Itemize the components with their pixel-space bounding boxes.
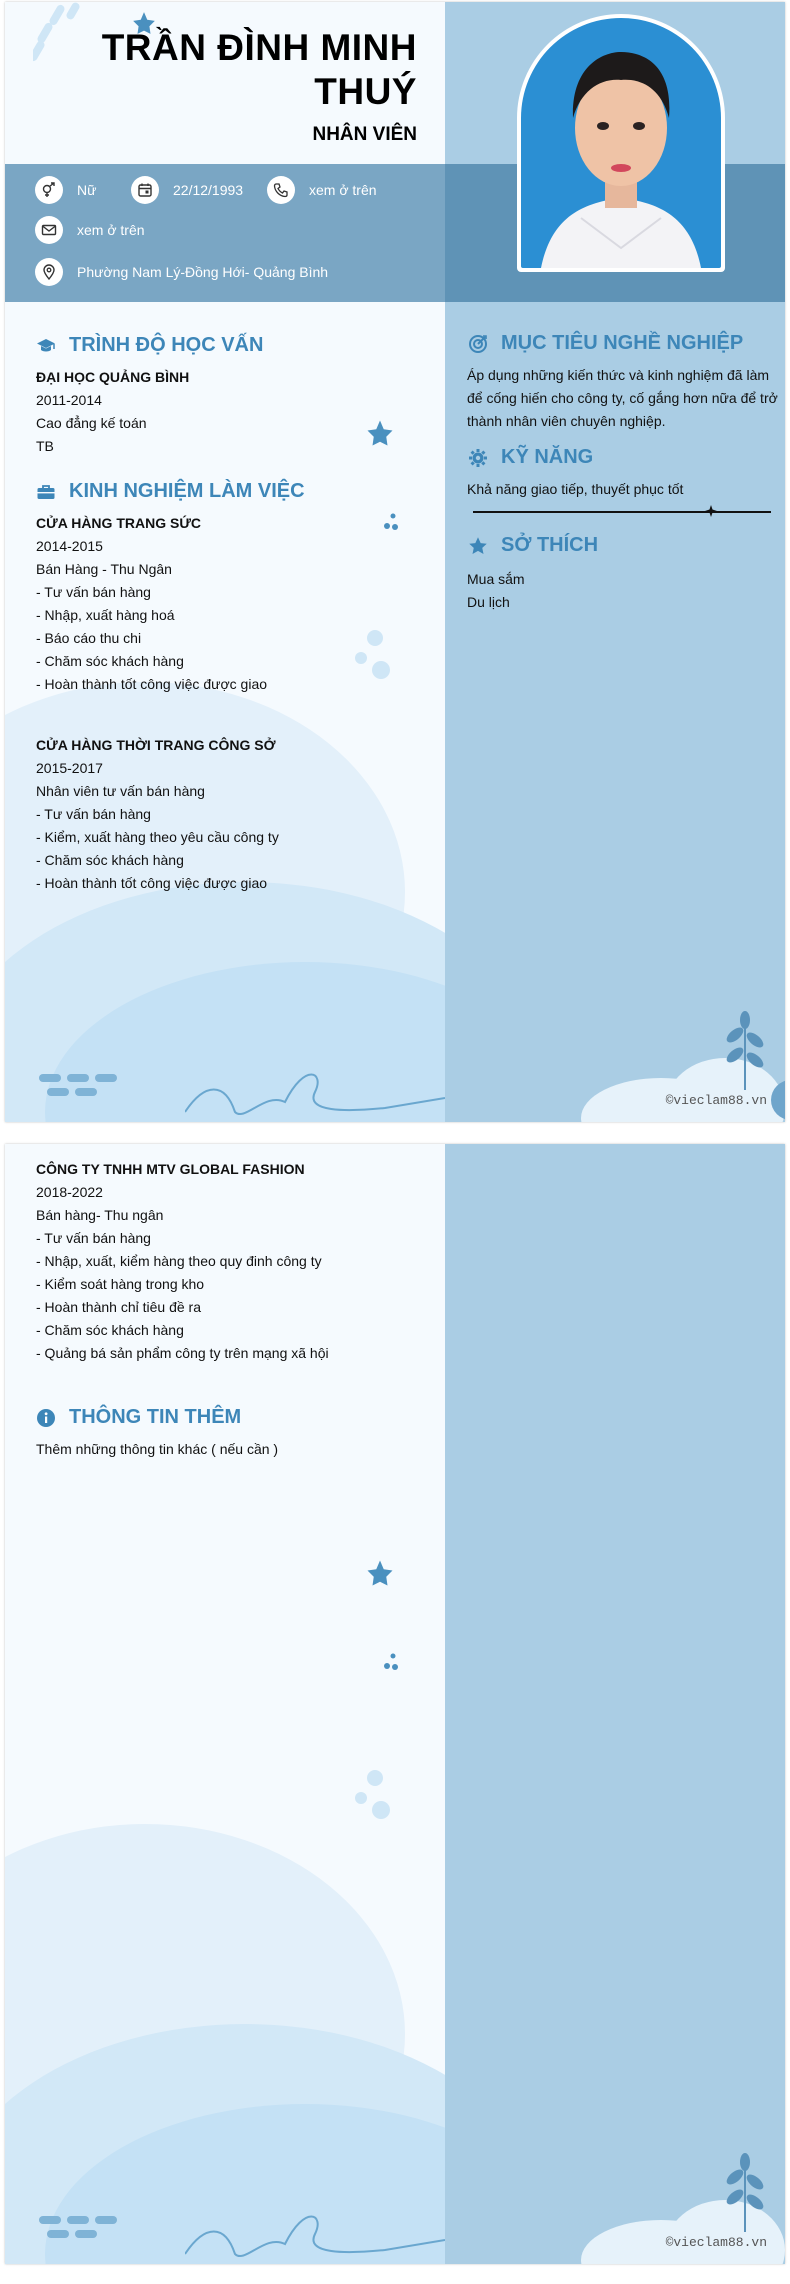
job-duty: - Hoàn thành chỉ tiêu đề ra	[36, 1299, 201, 1315]
candidate-name	[77, 26, 417, 114]
skills-title: KỸ NĂNG	[501, 446, 594, 468]
leaf-icon	[715, 2152, 775, 2232]
skills-heading	[467, 446, 593, 469]
target-icon	[467, 333, 489, 355]
job-duty: - Báo cáo thu chi	[36, 630, 142, 646]
decor-squiggle	[185, 1042, 445, 1122]
star-icon	[467, 535, 489, 557]
cv-page-1	[5, 2, 785, 1122]
education-major: Cao đẳng kế toán	[36, 415, 147, 431]
job-duty: - Hoàn thành tốt công việc được giao	[36, 676, 268, 692]
decor-dashes	[39, 2214, 139, 2244]
hobbies-list	[467, 568, 525, 614]
decor-star	[365, 1558, 395, 1588]
phone-icon	[267, 176, 295, 204]
experience-title: KINH NGHIỆM LÀM VIỆC	[69, 480, 305, 502]
job-period: 2018-2022	[36, 1184, 103, 1200]
gender-icon	[35, 176, 63, 204]
job-period: 2014-2015	[36, 538, 103, 554]
job-duty: - Tư vấn bán hàng	[36, 584, 151, 600]
job-duty: - Nhập, xuất, kiểm hàng theo quy đinh công ty	[36, 1253, 322, 1269]
job-company: CỬA HÀNG TRANG SỨC	[36, 515, 202, 531]
education-title: TRÌNH ĐỘ HỌC VẤN	[69, 334, 264, 356]
watermark: ©vieclam88.vn	[665, 2235, 767, 2250]
education-period: 2011-2014	[36, 392, 102, 408]
additional-info-title: THÔNG TIN THÊM	[69, 1406, 242, 1428]
school-name: ĐẠI HỌC QUẢNG BÌNH	[36, 369, 190, 385]
job-3	[36, 1158, 329, 1365]
right-column	[445, 1144, 785, 2264]
objective-text	[467, 364, 778, 433]
job-duty: - Chăm sóc khách hàng	[36, 653, 184, 669]
watermark: ©vieclam88.vn	[665, 1093, 767, 1108]
education-block	[36, 366, 189, 458]
decor-dashes	[39, 1072, 139, 1102]
objective-heading	[467, 332, 743, 355]
job-duty: - Tư vấn bán hàng	[36, 806, 151, 822]
job-duty: - Chăm sóc khách hàng	[36, 852, 184, 868]
email-value: xem ở trên	[77, 222, 145, 238]
address-value: Phường Nam Lý-Đồng Hới- Quảng Bình	[77, 264, 329, 280]
decor-star	[365, 418, 395, 448]
address-item	[35, 258, 328, 286]
skill-level-marker	[705, 505, 717, 517]
job-duty: - Tư vấn bán hàng	[36, 1230, 151, 1246]
calendar-icon	[131, 176, 159, 204]
dob-item	[131, 176, 243, 204]
objective-title: MỤC TIÊU NGHỀ NGHIỆP	[501, 332, 744, 354]
briefcase-icon	[35, 481, 57, 503]
hobby-item: Mua sắm	[467, 571, 525, 587]
job-company: CỬA HÀNG THỜI TRANG CÔNG SỞ	[36, 737, 276, 753]
email-icon	[35, 216, 63, 244]
hobby-item: Du lịch	[467, 594, 510, 610]
avatar	[517, 14, 725, 272]
education-grade: TB	[36, 438, 54, 454]
job-title: NHÂN VIÊN	[312, 124, 417, 145]
job-duty: - Nhập, xuất hàng hoá	[36, 607, 175, 623]
job-position: Nhân viên tư vấn bán hàng	[36, 783, 205, 799]
additional-info-heading	[35, 1406, 241, 1429]
job-duty: - Chăm sóc khách hàng	[36, 1322, 184, 1338]
skill-label: Khả năng giao tiếp, thuyết phục tốt	[467, 481, 684, 497]
skill-bar	[473, 511, 771, 513]
education-heading	[35, 334, 263, 357]
objective-line: thành nhân viên chuyên nghiệp.	[467, 413, 666, 429]
job-duty: - Hoàn thành tốt công việc được giao	[36, 875, 268, 891]
experience-heading	[35, 480, 305, 503]
hobbies-title: SỞ THÍCH	[501, 534, 599, 556]
name-line-1: TRẦN ĐÌNH MINH	[101, 27, 417, 68]
person-icon	[521, 18, 721, 268]
info-icon	[35, 1407, 57, 1429]
gender-item	[35, 176, 96, 204]
dob-value: 22/12/1993	[173, 182, 244, 198]
job-position: Bán hàng- Thu ngân	[36, 1207, 164, 1223]
avatar-photo	[521, 18, 721, 268]
job-duty: - Quảng bá sản phẩm công ty trên mạng xã hội	[36, 1345, 329, 1361]
cv-page-2	[5, 1144, 785, 2264]
gear-icon	[467, 447, 489, 469]
job-position: Bán Hàng - Thu Ngân	[36, 561, 172, 577]
decor-squiggle	[185, 2184, 445, 2264]
email-item	[35, 216, 145, 244]
job-1	[36, 512, 267, 696]
decor-dots	[381, 510, 405, 532]
objective-line: Áp dụng những kiến thức và kinh nghiệm đã làm	[467, 367, 770, 383]
job-2	[36, 734, 279, 895]
name-line-2: THUÝ	[314, 71, 417, 112]
decor-bubbles	[353, 1768, 399, 1822]
leaf-icon	[715, 1010, 775, 1090]
objective-line: để cống hiến cho công ty, cố gắng hơn nữa để trở	[467, 390, 778, 406]
job-company: CÔNG TY TNHH MTV GLOBAL FASHION	[36, 1161, 305, 1177]
gender-value: Nữ	[77, 182, 97, 198]
decor-dots	[381, 1650, 405, 1672]
job-duty: - Kiểm, xuất hàng theo yêu cầu công ty	[36, 829, 279, 845]
graduation-cap-icon	[35, 335, 57, 357]
job-period: 2015-2017	[36, 760, 103, 776]
hobbies-heading	[467, 534, 598, 557]
job-duty: - Kiểm soát hàng trong kho	[36, 1276, 205, 1292]
phone-item	[267, 176, 377, 204]
phone-value: xem ở trên	[309, 182, 377, 198]
location-icon	[35, 258, 63, 286]
decor-bubbles	[353, 628, 399, 682]
additional-info-text: Thêm những thông tin khác ( nếu cần )	[36, 1441, 279, 1457]
